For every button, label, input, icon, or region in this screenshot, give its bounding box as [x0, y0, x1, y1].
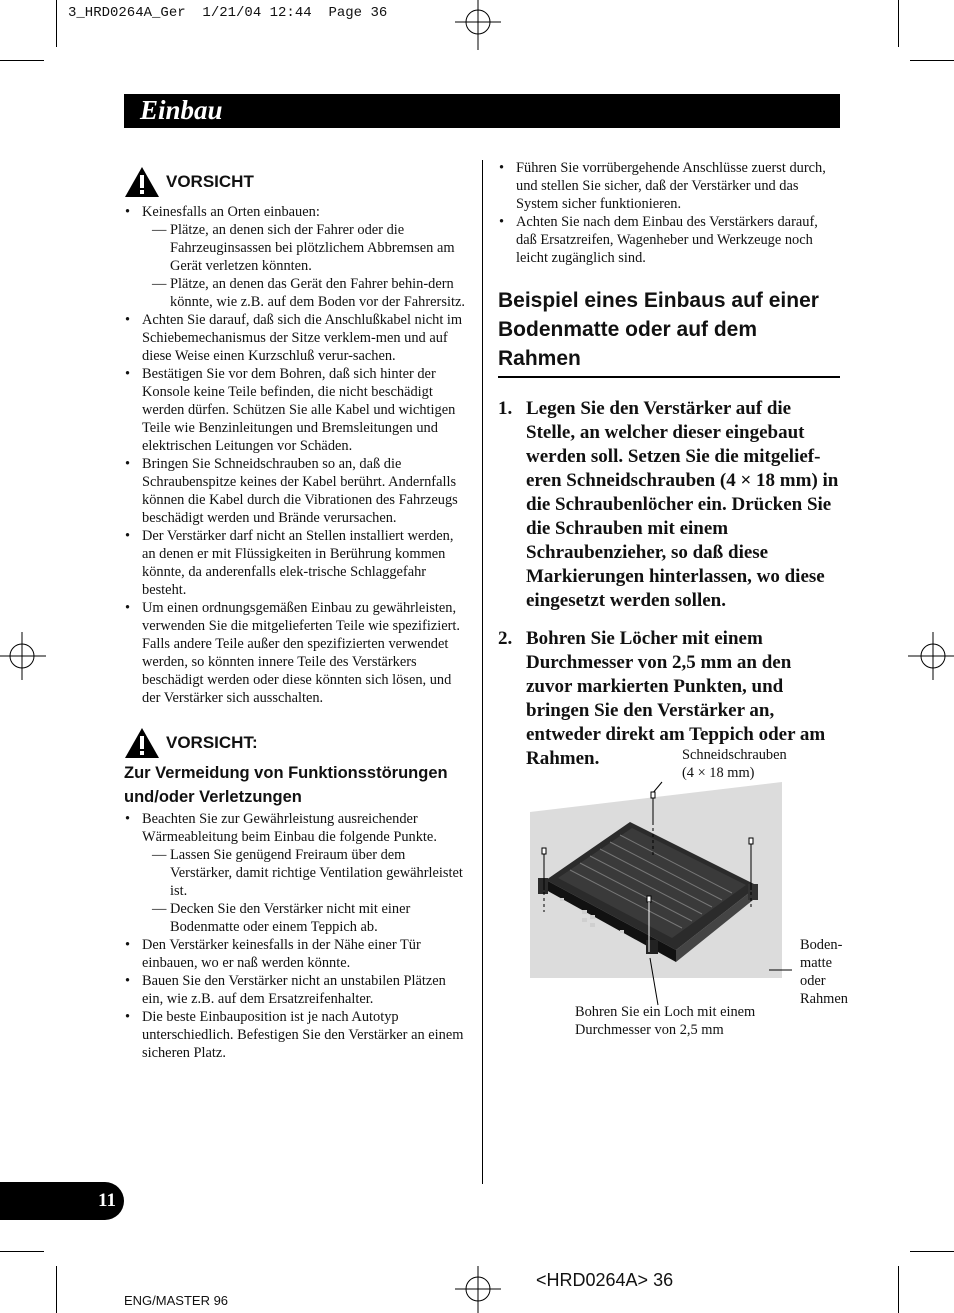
sub-list	[142, 846, 468, 936]
list-item: • Um einen ordnungsgemäßen Einbau zu gewährleisten, verwenden Sie die mitgelieferten Teile wie spezifiziert. Falls andere Teile außer den spezifizierten verwendet werden, so könnten innere Teile des Verstärkers beschädigt werden oder diese könnten sich lösen, und der Verstärker sich ausschalten.	[124, 599, 468, 707]
warning-heading	[124, 166, 468, 198]
crop-mark	[898, 0, 899, 47]
step-text: Bohren Sie Löcher mit einem Durchmesser von 2,5 mm an den zuvor markierten Punkten, und bringen Sie den Verstärker an, entweder direkt am Teppich oder am Rahmen.	[526, 628, 826, 769]
registration-mark	[908, 632, 954, 680]
registration-mark	[0, 632, 46, 680]
list-item: • Bestätigen Sie vor dem Bohren, daß sich hinter der Konsole keine Teile befinden, die nicht beschädigt werden dürfen. Schützen Sie alle Kabel und wichtigen Teile wie Benzinleitungen und Bremsleitungen und elektrischen Leitungen vor Schäden.	[124, 365, 468, 455]
page-number-tab	[0, 1182, 124, 1220]
warning-triangle-icon	[124, 166, 160, 198]
crop-mark	[0, 60, 44, 61]
warning-triangle-icon	[124, 727, 160, 759]
list-item: • Achten Sie darauf, daß sich die Anschlußkabel nicht im Schiebemechanismus der Sitze verklem-men und auf diese Weise einen Kurzschluß verur-sachen.	[124, 311, 468, 365]
warning-list	[124, 203, 468, 707]
list-item: • Bringen Sie Schneidschrauben so an, daß die Schraubenspitze keines der Kabel berührt. Andernfalls können die Kabel durch die Vibrationen des Fahrzeugs beschädigt werden und Brände verursachen.	[124, 455, 468, 527]
footer-center: <HRD0264A> 36	[536, 1270, 674, 1290]
warning-label: VORSICHT:	[166, 733, 258, 752]
figure-label-screws: Schneidschrauben (4 × 18 mm)	[682, 747, 787, 781]
bullet-list	[498, 159, 840, 267]
list-item: • Achten Sie nach dem Einbau des Verstärkers darauf, daß Ersatzreifen, Wagenheber und Werkzeuge noch leicht zugänglich sind.	[498, 213, 840, 267]
section-title-bar	[124, 94, 840, 128]
left-column	[124, 166, 468, 1062]
page-number: 11	[98, 1190, 116, 1211]
crop-mark	[910, 1251, 954, 1252]
sub-list-item: — Decken Sie den Verstärker nicht mit einer Bodenmatte oder einem Teppich ab.	[142, 900, 468, 936]
list-item: • Den Verstärker keinesfalls in der Nähe einer Tür einbauen, wo er naß werden könnte.	[124, 936, 468, 972]
list-item: • Der Verstärker darf nicht an Stellen installiert werden, an denen er mit Flüssigkeiten in Berührung kommen könnte, da anderenfalls elek-trische Schlaggefahr besteht.	[124, 527, 468, 599]
sub-list-item: — Plätze, an denen sich der Fahrer oder die Fahrzeuginsassen bei plötzlichem Abbremsen am Gerät verletzen könnten.	[142, 221, 468, 275]
crop-mark	[56, 1266, 57, 1313]
crop-mark	[898, 1266, 899, 1313]
step-text: Legen Sie den Verstärker auf die Stelle, an welcher dieser eingebaut werden soll. Setzen Sie die mitgelief-eren Schneidschrauben (4 × 18 mm) in die Schraubenlöcher ein. Drücken Sie die Schrauben mit einem Schraubenzieher, so daß diese Markierungen hinterlassen, wo diese eingesetzt werden sollen.	[526, 398, 839, 611]
print-slug: 3_HRD0264A_Ger 1/21/04 12:44 Page 36	[68, 5, 388, 21]
figure-label-hole: Bohren Sie ein Loch mit einem Durchmesser von 2,5 mm	[575, 1004, 756, 1038]
registration-mark	[455, 1266, 501, 1313]
warning-list	[124, 810, 468, 1062]
crop-mark	[910, 60, 954, 61]
warning-subheading: Zur Vermeidung von Funktionsstörungen und/oder Verletzungen	[124, 764, 448, 806]
right-column	[498, 159, 840, 771]
registration-mark	[455, 0, 501, 50]
sub-list-item: — Lassen Sie genügend Freiraum über dem Verstärker, damit richtige Ventilation gewährleistet ist.	[142, 846, 468, 900]
sub-list-item: — Plätze, an denen das Gerät den Fahrer behin-dern könnte, wie z.B. auf dem Boden vor der Fahrersitz.	[142, 275, 468, 311]
list-item: • Keinesfalls an Orten einbauen: — Plätze, an denen sich der Fahrer oder die Fahrzeuginsassen bei plötzlichem Abbremsen am Gerät verletzen könnten. — Plätze, an denen das Gerät den Fahrer behin-dern könnte, wie z.B. auf dem Boden vor der Fahrersitz.	[124, 203, 468, 311]
installation-figure	[490, 740, 910, 1050]
footer-left: ENG/MASTER 96	[124, 1293, 229, 1308]
column-divider	[482, 160, 483, 1184]
warning-label: VORSICHT	[166, 172, 254, 191]
list-item: • Beachten Sie zur Gewährleistung ausreichender Wärmeableitung beim Einbau die folgende Punkte. — Lassen Sie genügend Freiraum über dem Verstärker, damit richtige Ventilation gewährleistet ist. — Decken Sie den Verstärker nicht mit einer Bodenmatte oder einem Teppich ab.	[124, 810, 468, 936]
section-heading: Beispiel eines Einbaus auf einer Bodenmatte oder auf dem Rahmen	[498, 286, 840, 378]
page-title: Einbau	[140, 95, 223, 125]
sub-list	[142, 221, 468, 311]
crop-mark	[0, 1251, 44, 1252]
crop-mark	[56, 0, 57, 47]
figure-label-mat: Boden- matte oder Rahmen	[800, 937, 848, 1007]
step-number: 2.	[498, 628, 513, 649]
list-item: • Führen Sie vorrübergehende Anschlüsse zuerst durch, und stellen Sie sicher, daß der Verstärker und das System sicher funktionieren.	[498, 159, 840, 213]
step-item	[498, 397, 840, 613]
step-number: 1.	[498, 398, 513, 419]
warning-heading	[124, 727, 468, 759]
list-item: • Die beste Einbauposition ist je nach Autotyp unterschiedlich. Befestigen Sie den Verstärker an einem sicheren Platz.	[124, 1008, 468, 1062]
list-item: • Bauen Sie den Verstärker nicht an unstabilen Plätzen ein, wie z.B. auf dem Ersatzreifenhalter.	[124, 972, 468, 1008]
